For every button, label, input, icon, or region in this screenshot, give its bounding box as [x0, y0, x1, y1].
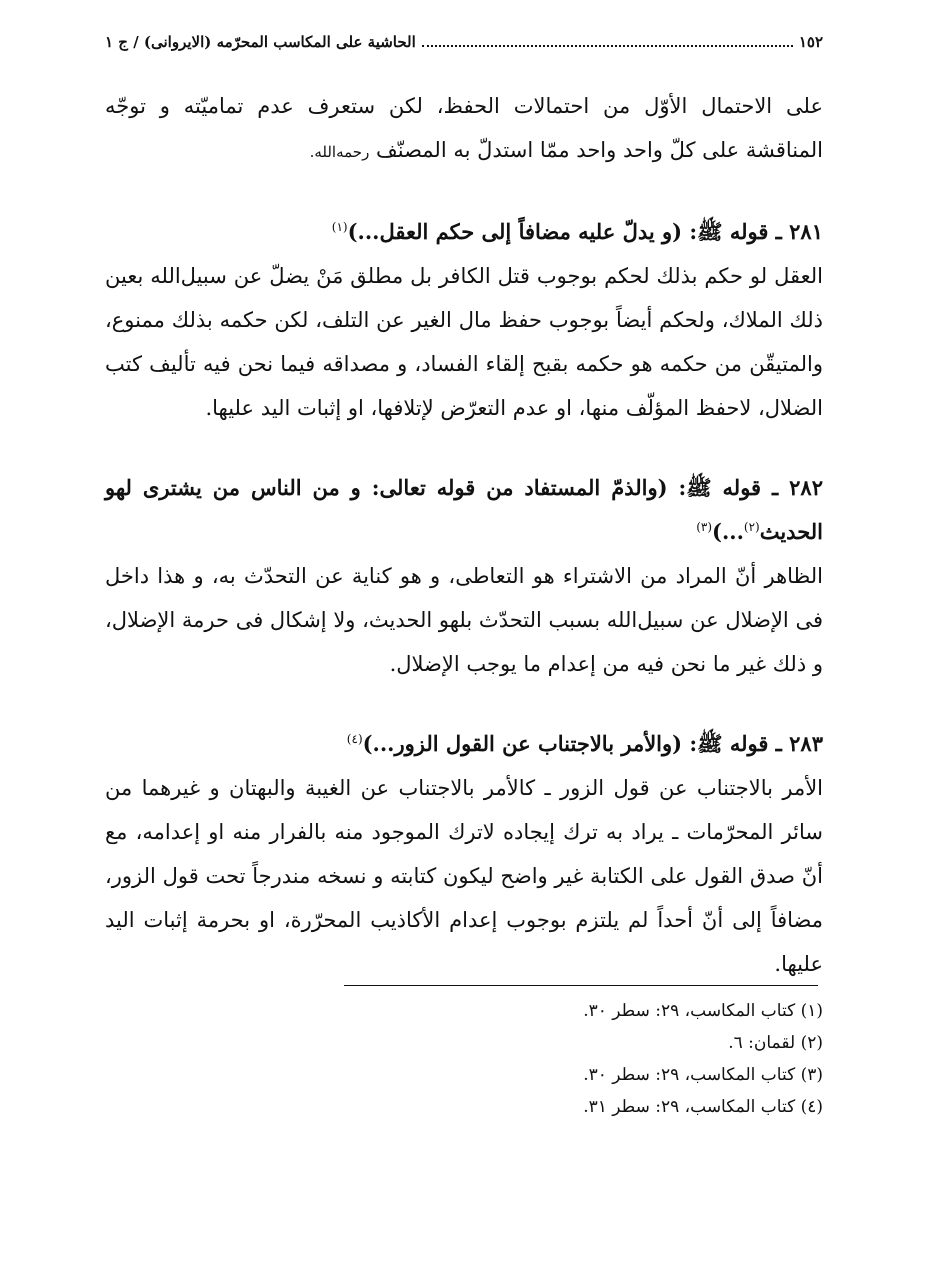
- footnotes: [105, 995, 823, 1123]
- footnote-ref-4: (٤): [346, 732, 363, 746]
- footnote-ref-2: (٢): [743, 520, 760, 534]
- footnote-divider: [344, 985, 818, 986]
- footnote-3: (٣) كتاب المكاسب، ٢٩: سطر ٣٠.: [583, 1065, 823, 1085]
- heading-text: ٢٨٣ ـ قوله ﷺ: (والأمر بالاجتناب عن القول الزور...): [362, 731, 823, 756]
- footnote-ref-3: (٣): [696, 520, 713, 534]
- section-heading-282: [105, 466, 823, 554]
- section-heading-283: [105, 722, 823, 766]
- heading-text: ٢٨١ ـ قوله ﷺ: (و يدلّ عليه مضافاً إلى حكم العقل...): [347, 219, 823, 244]
- section-body-282: الظاهر أنّ المراد من الاشتراء هو التعاطى، و هو كناية عن التحدّث به، و هذا داخل فى الإضلال عن سبيل‌الله بسبب التحدّث بلهو الحديث، ولا إشكال فى حرمة الإضلال، و ذلك غير ما نحن فيه من إعدام ما يوجب الإضلال.: [105, 564, 823, 676]
- intro-paragraph: [105, 84, 823, 174]
- header-leader-dots: [422, 31, 793, 47]
- footnote-ref-1: (١): [331, 220, 348, 234]
- page-content: [105, 30, 823, 986]
- section-heading-281: [105, 210, 823, 254]
- running-header: [105, 30, 823, 54]
- footnote-4: (٤) كتاب المكاسب، ٢٩: سطر ٣١.: [583, 1097, 823, 1117]
- heading-tail: ...): [712, 519, 744, 544]
- footnote-1: (١) كتاب المكاسب، ٢٩: سطر ٣٠.: [583, 1001, 823, 1021]
- intro-honorific: رحمه‌الله.: [309, 143, 370, 161]
- section-body-281: العقل لو حكم بذلك لحكم بوجوب قتل الكافر بل مطلق مَنْ يضلّ عن سبيل‌الله بعين ذلك الملاك، ولحكم أيضاً بوجوب حفظ مال الغير عن التلف، لكن حكمه بذلك ممنوع، والمتيقّن من حكمه هو حكمه بقبح إلقاء الفساد، و مصداقه فيما نحن فيه تأليف كتب الضلال، لاحفظ المؤلّف منها، او عدم التعرّض لإتلافها، او إثبات اليد عليها.: [105, 264, 823, 420]
- running-title: الحاشية على المكاسب المحرّمه (الايروانى) / ج ١: [105, 33, 416, 51]
- heading-text: ٢٨٢ ـ قوله ﷺ: (والذمّ المستفاد من قوله تعالى: و من الناس من يشترى لهو الحديث: [105, 475, 823, 544]
- page-number: ١٥٢: [798, 33, 823, 51]
- footnote-2: (٢) لقمان: ٦.: [728, 1033, 823, 1053]
- section-body-283: الأمر بالاجتناب عن قول الزور ـ كالأمر بالاجتناب عن الغيبة والبهتان و غيرهما من سائر المحرّمات ـ يراد به ترك إيجاده لاترك الموجود منه بالفرار منه او إعدامه، مع أنّ صدق القول على الكتابة غير واضح ليكون كتابته و نسخه مندرجاً تحت قول الزور، مضافاً إلى أنّ أحداً لم يلتزم بوجوب إعدام الأكاذيب المحرّرة، او بحرمة إثبات اليد عليها.: [105, 776, 823, 976]
- intro-text: على الاحتمال الأوّل من احتمالات الحفظ، لكن ستعرف عدم تماميّته و توجّه المناقشة على كلّ واحد واحد ممّا استدلّ به المصنّف: [105, 94, 823, 162]
